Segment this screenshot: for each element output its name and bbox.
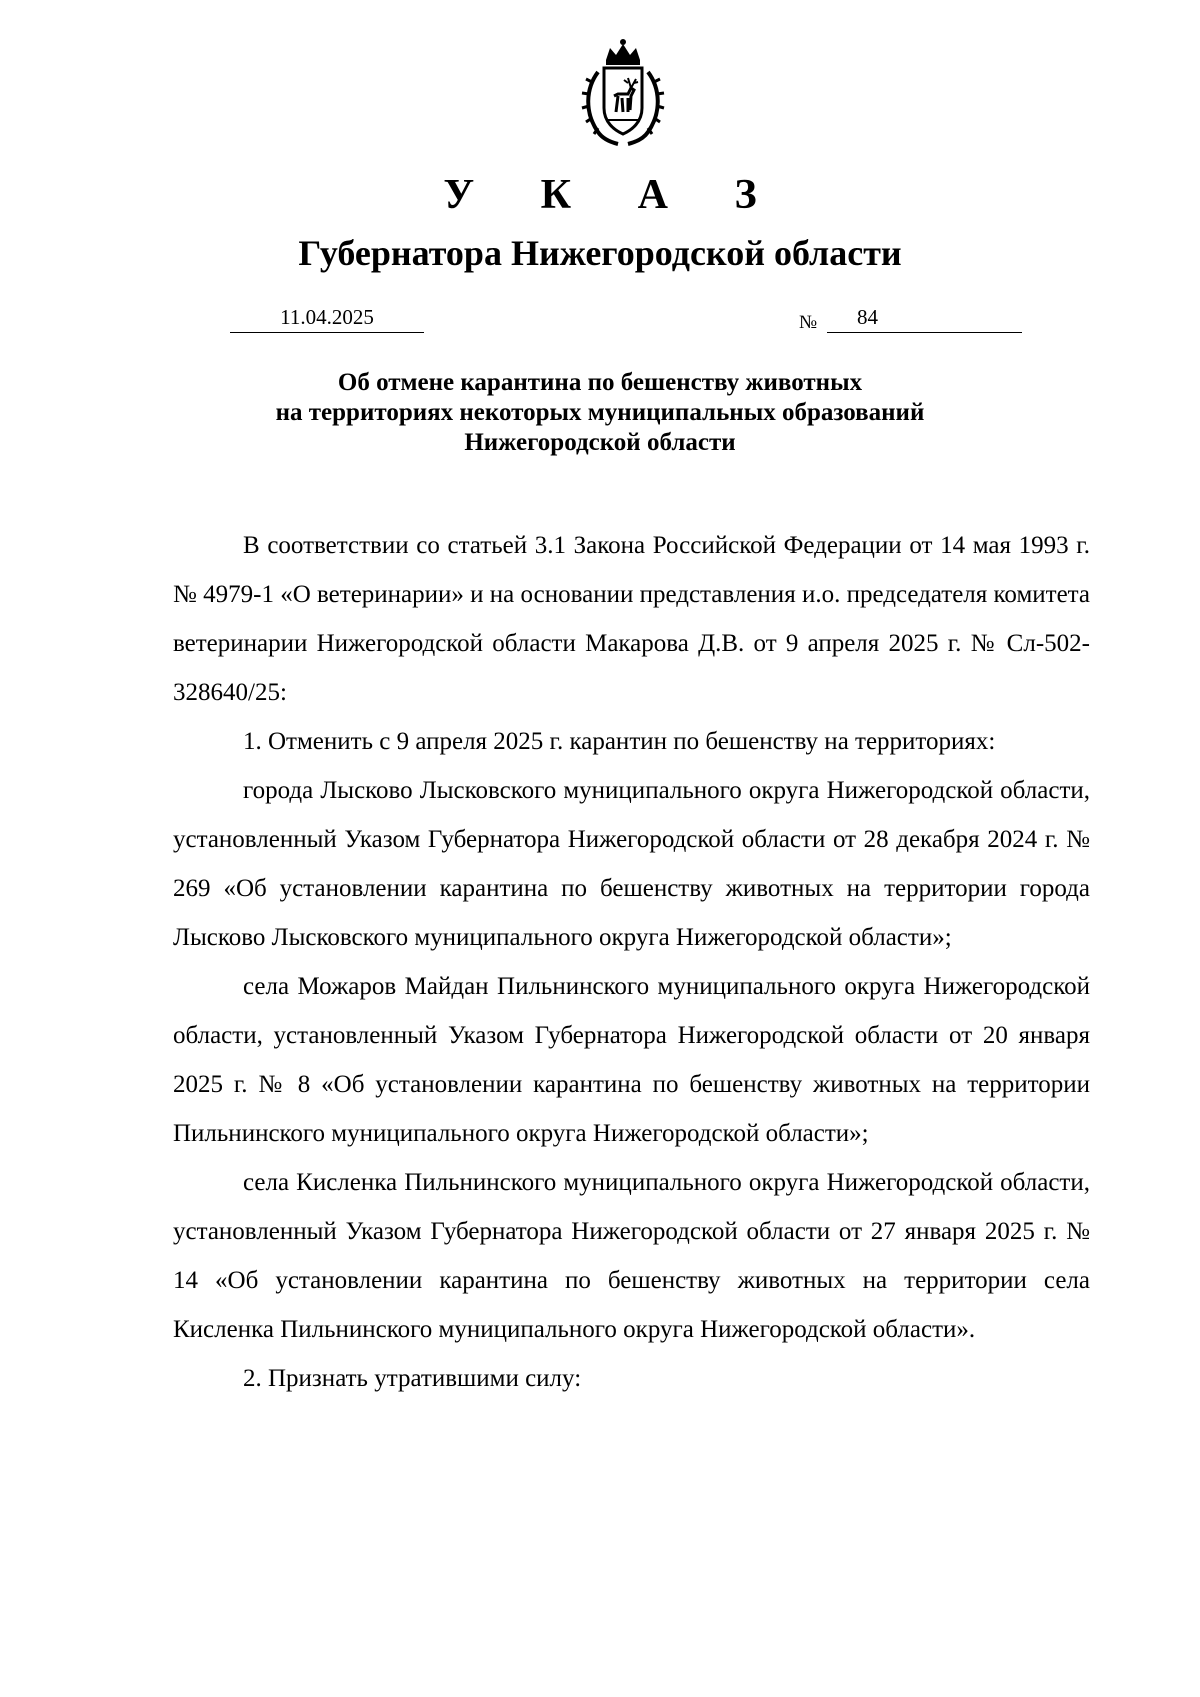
decree-subtitle: Губернатора Нижегородской области [298,233,902,273]
number-label: № [799,312,818,333]
body-paragraph: В соответствии со статьей 3.1 Закона Российской Федерации от 14 мая 1993 г. № 4979-1 «О ветеринарии» и на основании представления и.о. председателя комитета ветеринарии Нижегородской области Макарова Д.В. от 9 апреля 2025 г. № Сл-502-328640/25: [173,532,1090,706]
body-paragraph: села Можаров Майдан Пильнинского муниципального округа Нижегородской области, установленный Указом Губернатора Нижегородской области от 20 января 2025 г. № 8 «Об установлении карантина по бешенству животных на территории Пильнинского муниципального округа Нижегородской области»; [173,973,1090,1147]
decree-number-field [827,302,1022,333]
heading-line: на территориях некоторых муниципальных образований [275,399,925,426]
body-paragraph: 1. Отменить с 9 апреля 2025 г. карантин по бешенству на территориях: [243,728,996,755]
decree-title: У К А З [443,172,785,218]
body-paragraph: города Лысково Лысковского муниципального округа Нижегородской области, установленный Указом Губернатора Нижегородской области от 28 декабря 2024 г. № 269 «Об установлении карантина по бешенству животных на территории города Лысково Лысковского муниципального округа Нижегородской области»; [173,777,1090,951]
decree-number: 84 [857,305,878,329]
heading-line: Об отмене карантина по бешенству животных [337,369,863,396]
coat-of-arms-icon [568,38,678,148]
decree-body [173,521,1090,1403]
body-paragraph: 2. Признать утратившими силу: [243,1365,582,1392]
body-paragraph: села Кисленка Пильнинского муниципального округа Нижегородской области, установленный Указом Губернатора Нижегородской области от 27 января 2025 г. № 14 «Об установлении карантина по бешенству животных на территории села Кисленка Пильнинского муниципального округа Нижегородской области». [173,1169,1090,1343]
decree-heading [0,368,1200,458]
decree-date: 11.04.2025 [230,302,424,333]
heading-line: Нижегородской области [464,429,736,456]
